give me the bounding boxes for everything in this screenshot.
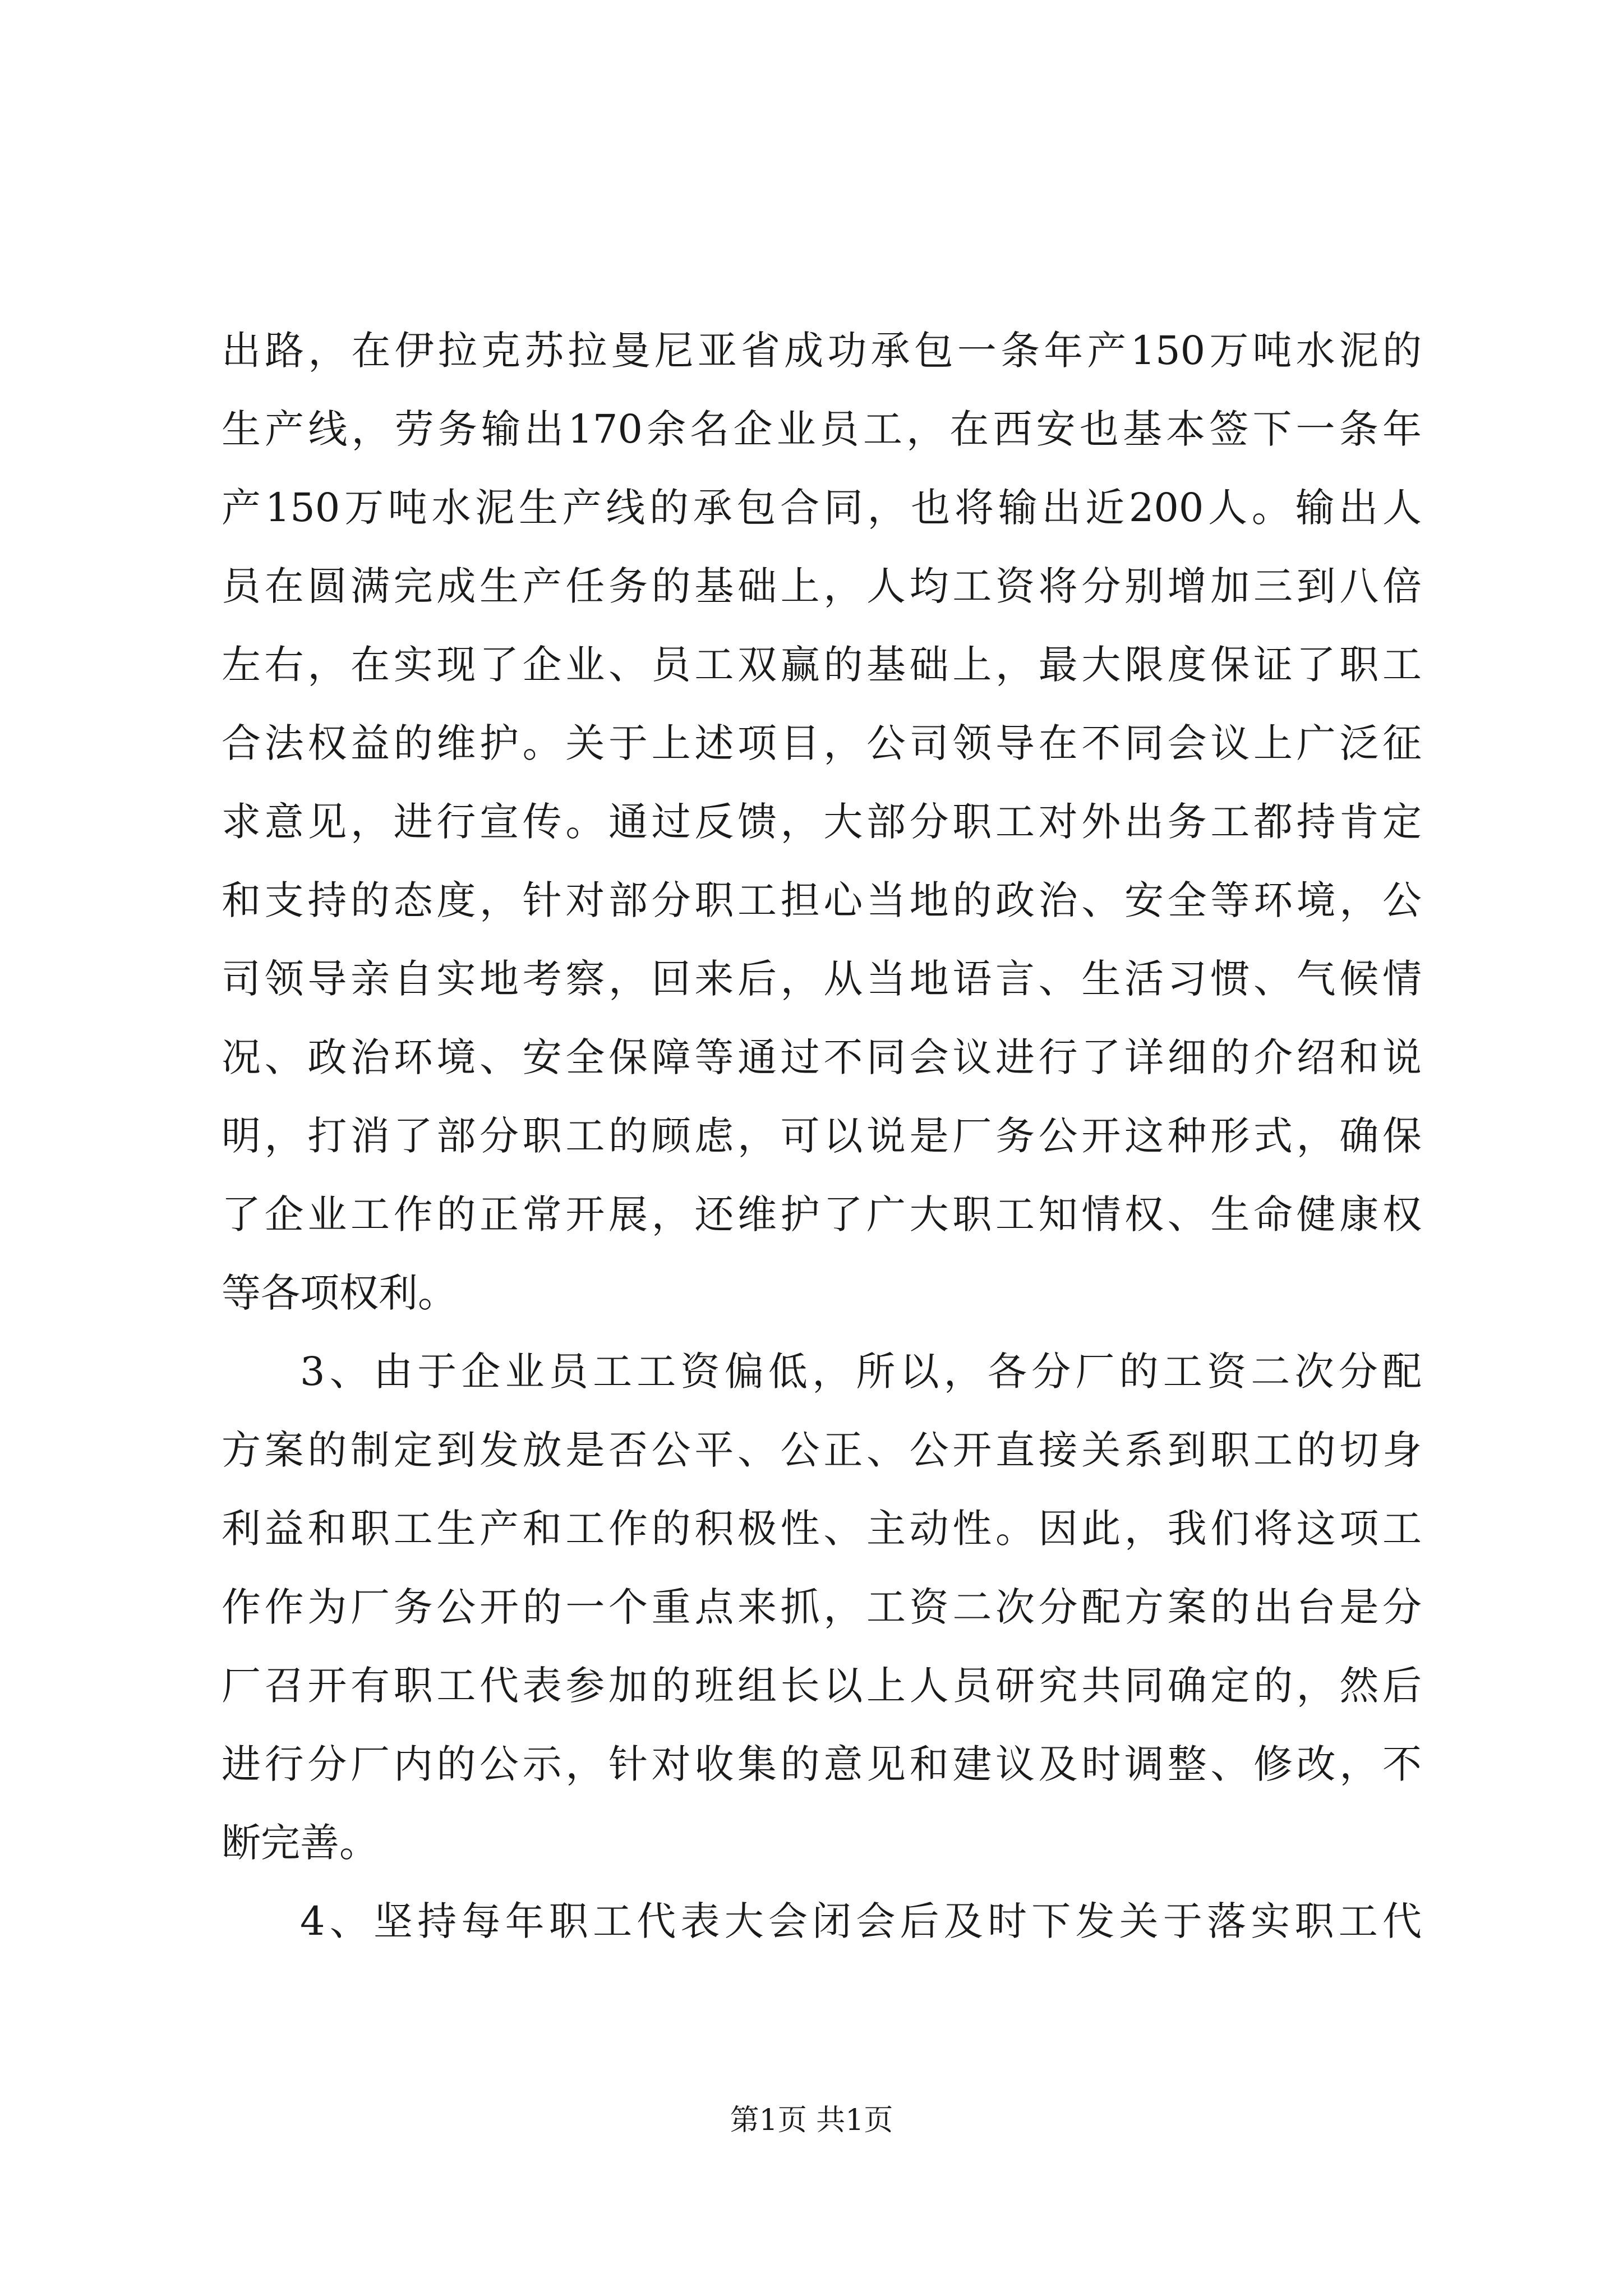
text-line: 生产线，劳务输出170余名企业员工，在西安也基本签下一条年 [222,406,1422,452]
text-line: 左右，在实现了企业、员工双赢的基础上，最大限度保证了职工 [222,642,1422,688]
text-line: 进行分厂内的公示，针对收集的意见和建议及时调整、修改，不 [222,1741,1422,1787]
text-line: 方案的制定到发放是否公平、公正、公开直接关系到职工的切身 [222,1427,1422,1473]
text-line: 出路，在伊拉克苏拉曼尼亚省成功承包一条年产150万吨水泥的 [222,328,1422,374]
text-line: 4、坚持每年职工代表大会闭会后及时下发关于落实职工代 [300,1898,1422,1944]
text-line: 作作为厂务公开的一个重点来抓，工资二次分配方案的出台是分 [222,1584,1422,1630]
text-line: 求意见，进行宣传。通过反馈，大部分职工对外出务工都持肯定 [222,799,1422,845]
text-line: 和支持的态度，针对部分职工担心当地的政治、安全等环境，公 [222,877,1422,923]
text-line: 等各项权利。 [222,1270,457,1316]
document-body [222,311,1422,1961]
text-line: 司领导亲自实地考察，回来后，从当地语言、生活习惯、气候情 [222,956,1422,1002]
text-line: 合法权益的维护。关于上述项目，公司领导在不同会议上广泛征 [222,720,1422,766]
text-line: 明，打消了部分职工的顾虑，可以说是厂务公开这种形式，确保 [222,1113,1422,1159]
text-line: 员在圆满完成生产任务的基础上，人均工资将分别增加三到八倍 [222,563,1422,609]
text-line: 3、由于企业员工工资偏低，所以，各分厂的工资二次分配 [300,1349,1422,1395]
text-line: 况、政治环境、安全保障等通过不同会议进行了详细的介绍和说 [222,1034,1422,1080]
text-line: 断完善。 [222,1820,379,1866]
text-line: 厂召开有职工代表参加的班组长以上人员研究共同确定的，然后 [222,1663,1422,1709]
page-footer [0,2101,1623,2140]
text-line: 了企业工作的正常开展，还维护了广大职工知情权、生命健康权 [222,1191,1422,1237]
text-line: 产150万吨水泥生产线的承包合同，也将输出近200人。输出人 [222,485,1422,531]
page-number: 第1页 共1页 [730,2104,893,2137]
text-line: 利益和职工生产和工作的积极性、主动性。因此，我们将这项工 [222,1506,1422,1552]
